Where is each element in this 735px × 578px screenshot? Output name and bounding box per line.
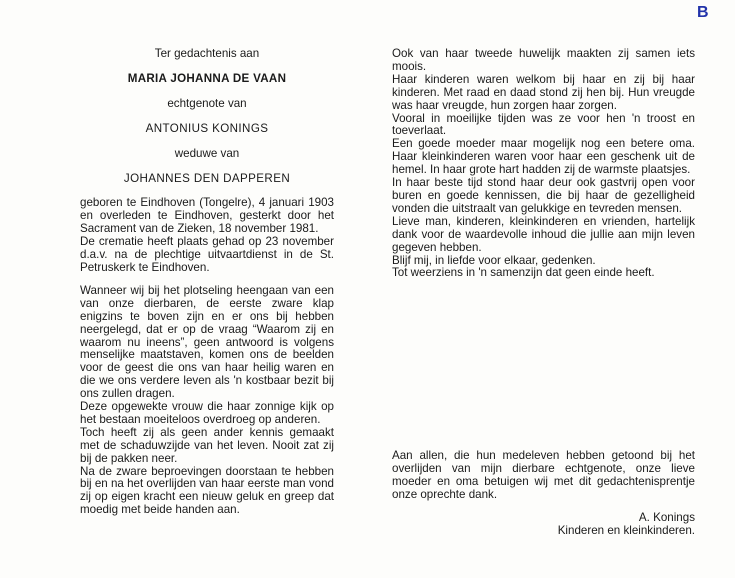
second-marriage-text: Ook van haar tweede huwelijk maakten zij samen iets moois. (392, 47, 695, 73)
closing-thanks-text: Aan allen, die hun medeleven hebben getoond bij het overlijden van mijn dierbare echtgenote, onze lieve moeder en oma betuigen wij met dit gedachtenisprentje onze oprechte dank. (392, 449, 695, 501)
signature-family: Kinderen en kleinkinderen. (557, 523, 695, 537)
hospitality-text: In haar beste tijd stond haar deur ook gastvrij open voor buren en goede kennissen, die bij haar de gezelligheid vonden die uitstraalt van gelukkige en tevreden mensen. (392, 176, 695, 215)
reflection-text: Wanneer wij bij het plotseling heengaan van een van onze dierbaren, de eerste zware klap enigzins te boven zijn en er ons bij hebben neergelegd, dat er op de vraag “Waarom zij en waarom nu ineens”, geen antwoord is volgens menselijke maatstaven, komen ons de beelden voor de geest die ons van haar heilig waren en die we ons verdere leven als 'n kostbaar bezit bij ons zullen dragen. (80, 283, 334, 401)
hardship-text: Toch heeft zij als geen ander kennis gemaakt met de schaduwzijde van het leven. Nooit zat zij bij de pakken neer. (80, 425, 334, 465)
signature (392, 512, 695, 538)
header-spouse-label: echtgenote van (167, 96, 247, 110)
cremation-text: De crematie heeft plaats gehad op 23 november d.a.v. na de plechtige uitvaartdienst in de St. Petruskerk te Eindhoven. (80, 235, 334, 274)
left-column (80, 48, 334, 517)
right-column (392, 48, 695, 280)
signature-name: A. Konings (638, 510, 695, 524)
children-text: Haar kinderen waren welkom bij haar en zij bij haar kinderen. Met raad en daad stond zij hen bij. Hun vreugde was haar vreugde, hun zorgen haar zorgen. (392, 72, 695, 112)
grandmother-text: Een goede moeder maar mogelijk nog een betere oma. Haar kleinkinderen waren voor haar een geschenk uit de hemel. In haar grote hart hadden zij de warmste plaatsjes. (392, 137, 695, 177)
birth-death-text: geboren te Eindhoven (Tongelre), 4 januari 1903 en overleden te Eindhoven, gesterkt door het Sacrament van de Zieken, 18 november 1981. (80, 196, 334, 236)
header (80, 48, 334, 185)
first-husband-name: JOHANNES DEN DAPPEREN (123, 171, 291, 185)
spouse-name: ANTONIUS KONINGS (145, 121, 269, 135)
character-text: Deze opgewekte vrouw die haar zonnige kijk op het bestaan moeiteloos overdroeg op anderen. (80, 400, 334, 426)
deceased-name: MARIA JOHANNA DE VAAN (127, 71, 287, 85)
remember-text: Blijf mij, in liefde voor elkaar, gedenken. (392, 253, 596, 267)
difficult-times-text: Vooral in moeilijke tijden was ze voor hen 'n troost en toeverlaat. (392, 111, 695, 138)
closing-section (392, 450, 695, 537)
header-intro: Ter gedachtenis aan (154, 47, 260, 60)
farewell-text: Tot weerziens in 'n samenzijn dat geen einde heeft. (392, 266, 655, 280)
corner-mark: B (697, 4, 709, 21)
thanks-family-text: Lieve man, kinderen, kleinkinderen en vrienden, hartelijk dank voor de waardevolle inhoud die jullie aan mijn leven gegeven hebben. (392, 214, 695, 254)
header-widow-label: weduwe van (174, 146, 240, 160)
new-happiness-text: Na de zware beproevingen doorstaan te hebben bij en na het overlijden van haar eerste man vond zij op eigen kracht een nieuw geluk en greep dat moedig met beide handen aan. (80, 464, 334, 517)
